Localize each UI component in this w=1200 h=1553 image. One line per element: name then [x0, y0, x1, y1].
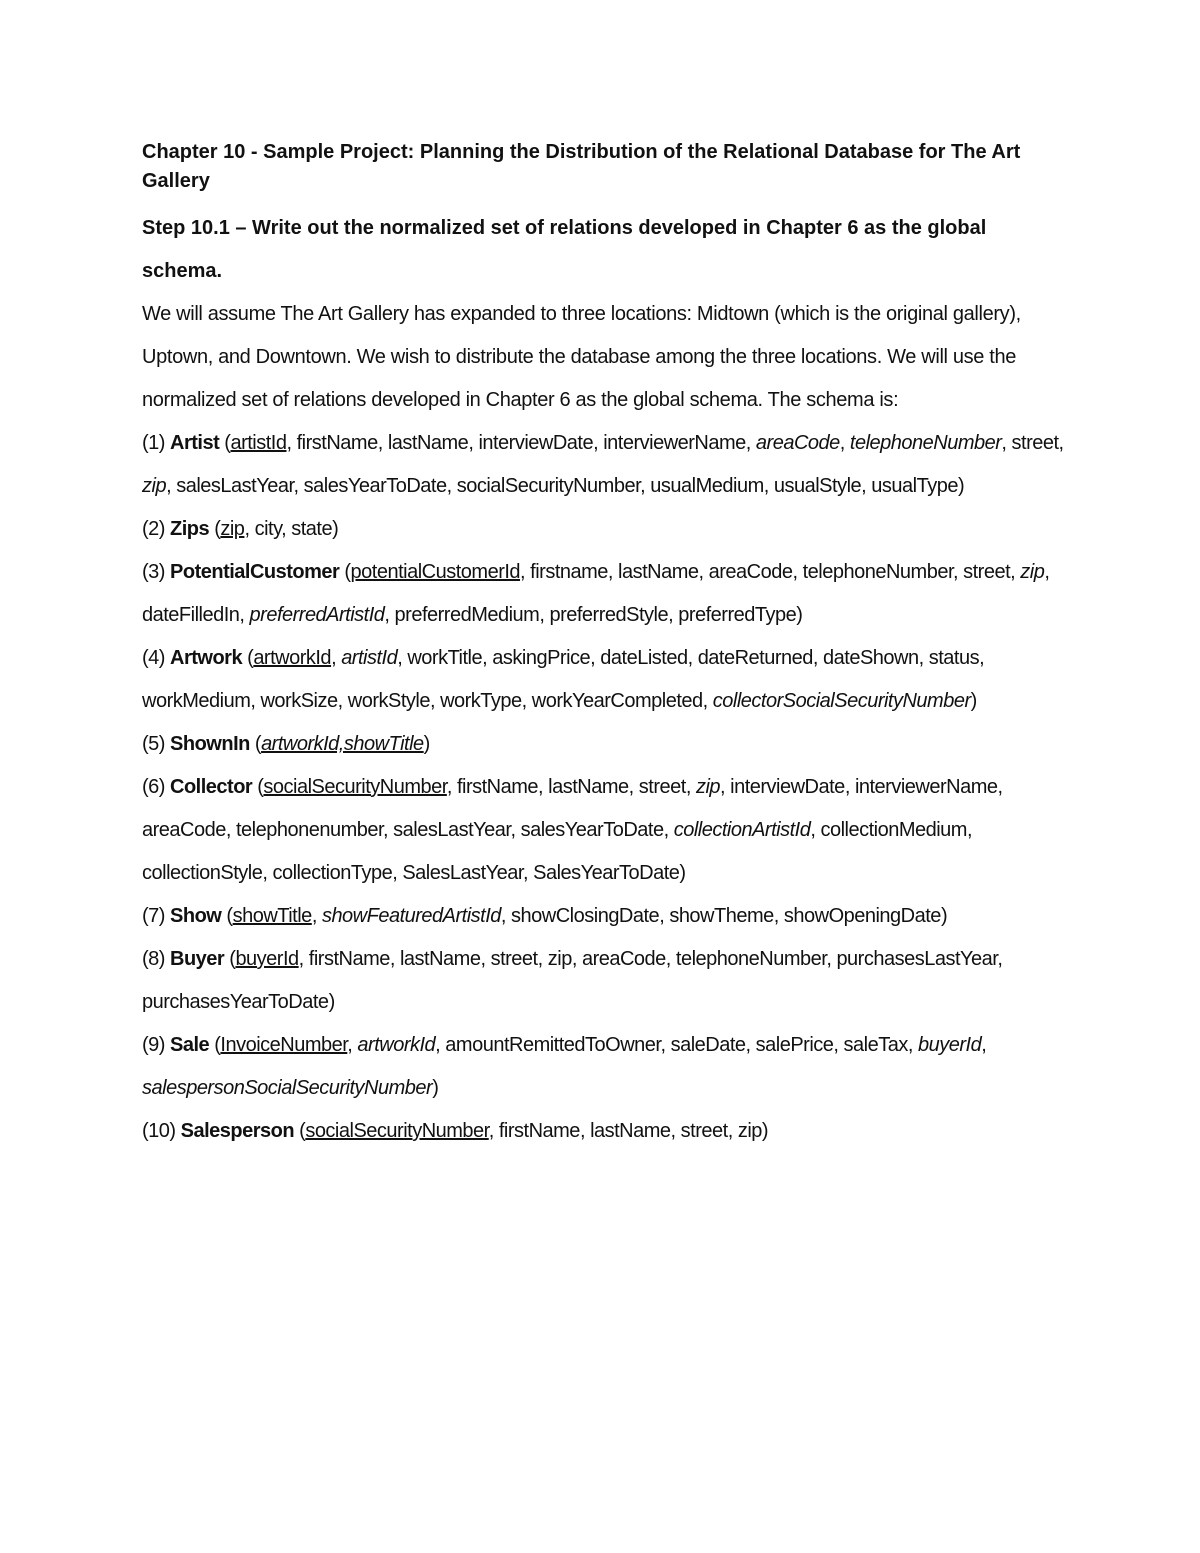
attribute: city [254, 518, 282, 540]
attribute: InvoiceNumber [220, 1034, 348, 1056]
relation-shownin: (5) ShownIn (artworkId,showTitle) [142, 733, 430, 755]
attribute: lastName [548, 776, 629, 798]
relation-name: Show [170, 905, 222, 927]
attribute: showClosingDate [511, 905, 660, 927]
relation-number: (8) [142, 948, 165, 970]
relation-list [142, 422, 1067, 1153]
relation-potentialcustomer: (3) PotentialCustomer (potentialCustomerId, firstname, lastName, areaCode, telephoneNumber, street, zip, dateFilledIn, preferredArtistId, preferredMedium, preferredStyle, preferredType) [142, 561, 1050, 626]
attribute: firstName [296, 432, 378, 454]
attribute: artworkId [253, 647, 332, 669]
attribute: status [928, 647, 980, 669]
attribute: usualMedium [650, 475, 764, 497]
attribute: salesYearToDate [520, 819, 664, 841]
attribute: SalesLastYear [402, 862, 523, 884]
attribute: interviewDate [730, 776, 845, 798]
attribute: potentialCustomerId [350, 561, 521, 583]
attribute: state [291, 518, 333, 540]
relation-name: Artwork [170, 647, 243, 669]
relation-zips: (2) Zips (zip, city, state) [142, 518, 339, 540]
relation-number: (1) [142, 432, 165, 454]
attribute: collectionStyle [142, 862, 263, 884]
attribute: artistId [230, 432, 287, 454]
relation-name: ShownIn [170, 733, 250, 755]
attribute: dateShown [823, 647, 919, 669]
attribute: socialSecurityNumber [305, 1120, 489, 1142]
attribute: preferredType [678, 604, 797, 626]
relation-name: Collector [170, 776, 253, 798]
attribute: collectionMedium [820, 819, 967, 841]
attribute: areaCode [581, 948, 666, 970]
relation-artwork: (4) Artwork (artworkId, artistId, workTitle, askingPrice, dateListed, dateReturned, dateShown, status, workMedium, workSize, workStyle, workType, workYearCompleted, collectorSocialSecurityNumber) [142, 647, 985, 712]
attribute: firstName [456, 776, 539, 798]
attribute: buyerId [235, 948, 299, 970]
attribute: street [490, 948, 538, 970]
attribute: saleTax [843, 1034, 908, 1056]
attribute: salePrice [755, 1034, 834, 1056]
relation-number: (2) [142, 518, 165, 540]
document-page [142, 138, 1067, 1153]
attribute: zip [737, 1120, 762, 1142]
attribute: artworkId [357, 1034, 436, 1056]
attribute: firstname [530, 561, 608, 583]
attribute: telephoneNumber [849, 432, 1002, 454]
attribute: dateFilledIn [142, 604, 240, 626]
relation-buyer: (8) Buyer (buyerId, firstName, lastName, street, zip, areaCode, telephoneNumber, purchasesLastYear, purchasesYearToDate) [142, 948, 1003, 1013]
attribute: zip [142, 475, 167, 497]
attribute: zip [1020, 561, 1045, 583]
attribute: salespersonSocialSecurityNumber [142, 1077, 433, 1099]
relation-name: Sale [170, 1034, 210, 1056]
relation-number: (10) [142, 1120, 176, 1142]
relation-collector: (6) Collector (socialSecurityNumber, firstName, lastName, street, zip, interviewDate, interviewerName, areaCode, telephonenumber, salesLastYear, salesYearToDate, collectionArtistId, collectionMedium, collectionStyle, collectionType, SalesLastYear, SalesYearToDate) [142, 776, 1003, 884]
attribute: workMedium [142, 690, 251, 712]
attribute: showFeaturedArtistId [321, 905, 501, 927]
attribute: purchasesLastYear [836, 948, 998, 970]
attribute: areaCode [708, 561, 793, 583]
attribute: lastName [590, 1120, 671, 1142]
attribute: interviewerName [603, 432, 746, 454]
attribute: areaCode [755, 432, 840, 454]
attribute: street [1011, 432, 1059, 454]
attribute: interviewerName [854, 776, 998, 798]
attribute: preferredStyle [549, 604, 669, 626]
attribute: street [638, 776, 686, 798]
attribute: socialSecurityNumber [263, 776, 447, 798]
attribute: artistId [341, 647, 398, 669]
relation-number: (9) [142, 1034, 165, 1056]
relation-number: (6) [142, 776, 165, 798]
attribute: salesLastYear [393, 819, 511, 841]
attribute: areaCode [142, 819, 226, 841]
relation-name: Salesperson [180, 1120, 295, 1142]
attribute: telephoneNumber [675, 948, 827, 970]
relation-salesperson: (10) Salesperson (socialSecurityNumber, firstName, lastName, street, zip) [142, 1120, 769, 1142]
attribute: telephoneNumber [802, 561, 953, 583]
step-heading: Step 10.1 – Write out the normalized set of relations developed in Chapter 6 as the global schema. [142, 217, 987, 282]
attribute: SalesYearToDate [533, 862, 680, 884]
attribute: firstName [308, 948, 390, 970]
attribute: lastName [399, 948, 481, 970]
attribute: street [963, 561, 1011, 583]
attribute: workType [440, 690, 522, 712]
attribute: preferredArtistId [249, 604, 385, 626]
attribute: purchasesYearToDate [142, 991, 329, 1013]
attribute: buyerId [917, 1034, 982, 1056]
attribute: workSize [260, 690, 338, 712]
relation-sale: (9) Sale (InvoiceNumber, artworkId, amountRemittedToOwner, saleDate, salePrice, saleTax, buyerId, salespersonSocialSecurityNumber) [142, 1034, 987, 1099]
attribute: firstName [498, 1120, 580, 1142]
attribute: zip [547, 948, 572, 970]
attribute: askingPrice [492, 647, 591, 669]
relation-show: (7) Show (showTitle, showFeaturedArtistId, showClosingDate, showTheme, showOpeningDate) [142, 905, 948, 927]
attribute: workTitle [407, 647, 483, 669]
attribute: artworkId,showTitle [261, 733, 424, 755]
attribute: lastName [387, 432, 469, 454]
attribute: dateReturned [697, 647, 813, 669]
relation-name: PotentialCustomer [170, 561, 340, 583]
relation-number: (5) [142, 733, 165, 755]
intro-paragraph: We will assume The Art Gallery has expanded to three locations: Midtown (which is the original gallery), Uptown, and Downtown. We wish to distribute the database among the three locations. We will use the normalized set of relations developed in Chapter 6 as the global schema. The schema is: [142, 303, 1021, 411]
relation-number: (3) [142, 561, 165, 583]
attribute: socialSecurityNumber [456, 475, 641, 497]
attribute: street [680, 1120, 728, 1142]
attribute: showOpeningDate [783, 905, 941, 927]
attribute: interviewDate [478, 432, 594, 454]
attribute: collectionArtistId [673, 819, 811, 841]
relation-artist: (1) Artist (artistId, firstName, lastName, interviewDate, interviewerName, areaCode, telephoneNumber, street, zip, salesLastYear, salesYearToDate, socialSecurityNumber, usualMedium, usualStyle, usualType) [142, 432, 1064, 497]
relation-name: Zips [170, 518, 210, 540]
attribute: lastName [618, 561, 699, 583]
chapter-title: Chapter 10 - Sample Project: Planning the Distribution of the Relational Database for The Art Gallery [142, 141, 1021, 192]
attribute: collectionType [272, 862, 393, 884]
attribute: saleDate [670, 1034, 746, 1056]
relation-name: Artist [170, 432, 220, 454]
attribute: showTitle [232, 905, 312, 927]
relation-number: (4) [142, 647, 165, 669]
attribute: collectorSocialSecurityNumber [712, 690, 971, 712]
attribute: telephonenumber [235, 819, 384, 841]
attribute: salesLastYear [176, 475, 294, 497]
attribute: dateListed [600, 647, 688, 669]
attribute: usualType [871, 475, 958, 497]
attribute: usualStyle [773, 475, 862, 497]
attribute: workYearCompleted [531, 690, 703, 712]
attribute: salesYearToDate [303, 475, 447, 497]
attribute: workStyle [347, 690, 430, 712]
attribute: zip [695, 776, 721, 798]
attribute: showTheme [669, 905, 774, 927]
relation-name: Buyer [170, 948, 225, 970]
attribute: zip [220, 518, 245, 540]
attribute: preferredMedium [394, 604, 540, 626]
relation-number: (7) [142, 905, 165, 927]
attribute: amountRemittedToOwner [445, 1034, 661, 1056]
